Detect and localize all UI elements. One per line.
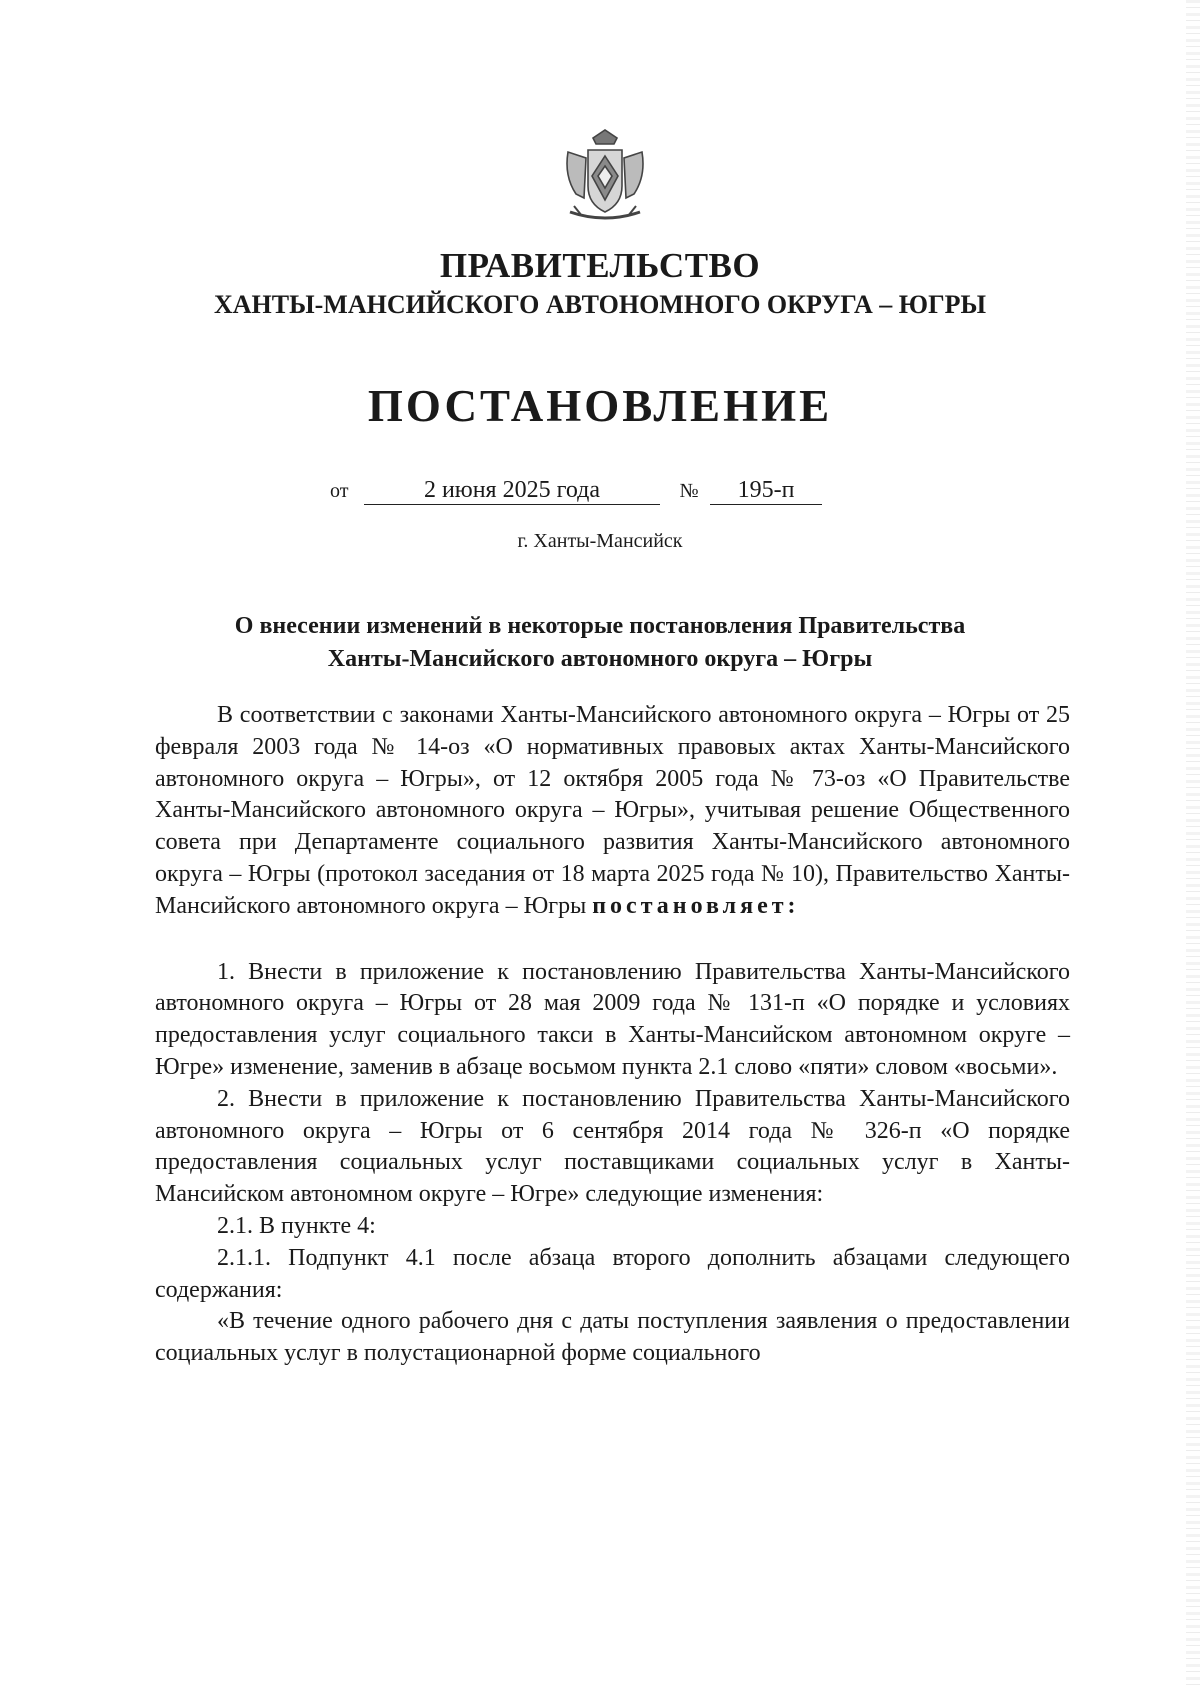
item-1-paragraph: 1. Внести в приложение к постановлению Правительства Ханты-Мансийского автономного округа – Югры от 28 мая 2009 года № 131-п «О порядке и условиях предоставления услуг социального такси в Ханты-Мансийском автономном округе – Югре» изменение, заменив в абзаце восьмом пункта 2.1 слово «пяти» словом «восьми». xyxy=(155,958,1070,1080)
date-number-line xyxy=(330,476,822,505)
city-line: г. Ханты-Мансийск xyxy=(517,530,683,552)
preamble-text: В соответствии с законами Ханты-Мансийского автономного округа – Югры от 25 февраля 2003 года № 14-оз «О нормативных правовых актах Ханты-Мансийского автономного округа – Югры», от 12 октября 2005 года № 73-оз «О Правительстве Ханты-Мансийского автономного округа – Югры», учитывая решение Общественного совета при Департаменте социального развития Ханты-Мансийского автономного округа – Югры (протокол заседания от 18 марта 2025 года № 10), Правительство Ханты-Мансийского автономного округа – Югры xyxy=(155,702,1070,919)
date-value: 2 июня 2025 года xyxy=(364,476,660,505)
quote-paragraph: «В течение одного рабочего дня с даты поступления заявления о предоставлении социальных услуг в полустационарной форме социального xyxy=(155,1308,1070,1367)
preamble-paragraph xyxy=(155,700,1070,923)
number-label: № xyxy=(679,480,699,502)
organization-title: ПРАВИТЕЛЬСТВО xyxy=(439,246,761,285)
organization-subtitle: ХАНТЫ-МАНСИЙСКОГО АВТОНОМНОГО ОКРУГА – ЮГРЫ xyxy=(213,290,987,319)
subject-line-1: О внесении изменений в некоторые постановления Правительства xyxy=(234,613,966,639)
date-label: от xyxy=(330,480,349,502)
document-body xyxy=(155,700,1070,1370)
item-2-1-1-paragraph: 2.1.1. Подпункт 4.1 после абзаца второго дополнить абзацами следующего содержания: xyxy=(155,1244,1070,1303)
item-2-1-paragraph: 2.1. В пункте 4: xyxy=(217,1212,376,1239)
item-2-paragraph: 2. Внести в приложение к постановлению Правительства Ханты-Мансийского автономного округа – Югры от 6 сентября 2014 года № 326-п «О порядке предоставления социальных услуг поставщиками социальных услуг в Ханты-Мансийском автономном округе – Югре» следующие изменения: xyxy=(155,1085,1070,1208)
coat-of-arms-emblem xyxy=(560,128,650,224)
document-type-title: ПОСТАНОВЛЕНИЕ xyxy=(367,381,833,431)
subject-line-2: Ханты-Мансийского автономного округа – Югры xyxy=(327,646,873,672)
document-subject xyxy=(0,610,1200,676)
number-value: 195-п xyxy=(710,476,822,505)
resolves-word: постановляет: xyxy=(592,892,800,919)
